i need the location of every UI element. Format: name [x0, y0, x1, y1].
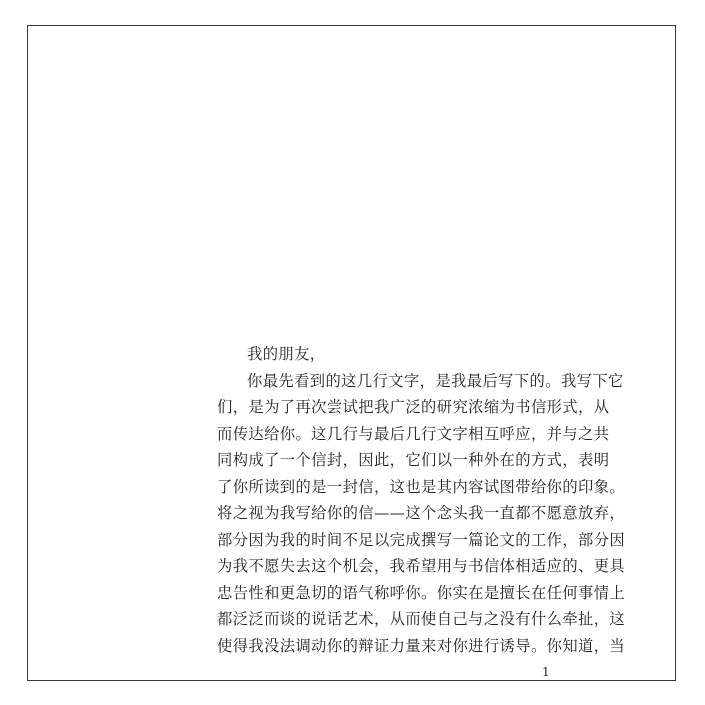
book-page: [27, 25, 676, 681]
greeting-line: 我的朋友，: [247, 345, 326, 363]
body-text: [217, 341, 626, 659]
paragraph-line-6: 将之视为我写给你的信——这个念头我一直都不愿意放弃，: [217, 504, 626, 522]
paragraph-line-8: 为我不愿失去这个机会，我希望用与书信体相适应的、更具: [217, 557, 626, 575]
paragraph-line-3: 而传达给你。这几行与最后几行文字相互呼应，并与之共: [217, 424, 610, 443]
paragraph-line-10: 都泛泛而谈的说话艺术，从而使自己与之没有什么牵扯，这: [217, 610, 626, 628]
paragraph-line-5: 了你所读到的是一封信，这也是其内容试图带给你的印象。: [217, 477, 626, 496]
paragraph-line-1: 你最先看到的这几行文字，是我最后写下的。我写下它: [247, 371, 624, 390]
paragraph-line-11: 使得我没法调动你的辩证力量来对你进行诱导。你知道，当: [217, 636, 626, 655]
page-number: 1: [542, 665, 550, 679]
paragraph-line-9: 忠告性和更急切的语气称呼你。你实在是擅长在任何事情上: [217, 583, 626, 602]
paragraph-line-4: 同构成了一个信封，因此，它们以一种外在的方式，表明: [217, 451, 610, 469]
paragraph-line-2: 们，是为了再次尝试把我广泛的研究浓缩为书信形式，从: [217, 398, 610, 416]
paragraph-line-7: 部分因为我的时间不足以完成撰写一篇论文的工作，部分因: [217, 530, 626, 549]
